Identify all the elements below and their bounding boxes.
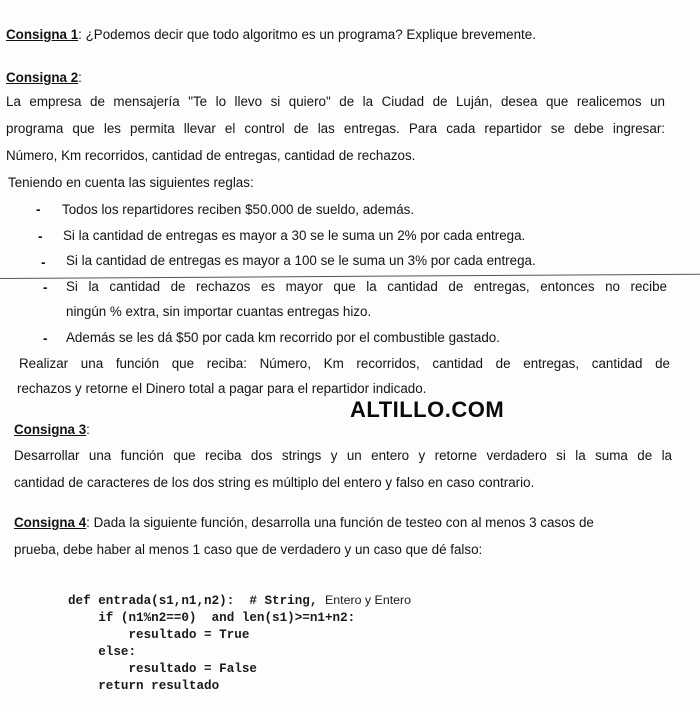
consigna-2-heading: Consigna 2: [6, 70, 79, 85]
consigna-2-heading-line: [6, 69, 82, 87]
rule-item: Si la cantidad de entregas es mayor a 30 se le suma un 2% por cada entrega.: [63, 228, 526, 243]
altillo-watermark: ALTILLO.COM: [350, 397, 505, 422]
rule-item: Si la cantidad de entregas es mayor a 100 se le suma un 3% por cada entrega.: [66, 253, 536, 268]
rule-item-continuation: ningún % extra, sin importar cuantas entregas hizo.: [66, 304, 372, 319]
consigna-2-paragraph-line: Número, Km recorridos, cantidad de entregas, cantidad de rechazos.: [6, 148, 416, 163]
bullet-marker: -: [41, 255, 46, 270]
code-text: def entrada(s1,n1,n2): # String,: [68, 594, 325, 608]
consigna-3-paragraph-line: Desarrollar una función que reciba dos strings y un entero y retorne verdadero si la suma de la: [14, 448, 672, 463]
bullet-marker: -: [43, 331, 48, 346]
bullet-marker: -: [36, 202, 41, 217]
consigna-2-rules-intro: Teniendo en cuenta las siguientes reglas:: [8, 175, 254, 190]
consigna-4-text: : Dada la siguiente función, desarrolla una función de testeo con al menos 3 casos de: [86, 515, 594, 530]
consigna-3-heading: Consigna 3: [14, 422, 87, 437]
code-line: if (n1%n2==0) and len(s1)>=n1+n2:: [68, 611, 356, 625]
consigna-3-paragraph-line: cantidad de caracteres de los dos string es múltiplo del entero y falso en caso contrario.: [14, 475, 535, 490]
code-line: else:: [68, 645, 137, 659]
consigna-2-task-line: rechazos y retorne el Dinero total a pagar para el repartidor indicado.: [17, 381, 427, 396]
rule-item: Si la cantidad de rechazos es mayor que la cantidad de entregas, entonces no recibe: [66, 279, 667, 294]
bullet-marker: -: [43, 280, 48, 295]
rule-item: Todos los repartidores reciben $50.000 de sueldo, además.: [62, 202, 415, 217]
consigna-3-heading-line: [14, 421, 90, 439]
bullet-marker: -: [38, 229, 43, 244]
code-line: resultado = True: [68, 628, 250, 642]
consigna-2-paragraph-line: programa que les permita llevar el control de las entregas. Para cada repartidor se debe ingresar:: [6, 121, 665, 136]
code-line: resultado = False: [68, 662, 257, 676]
consigna-2-task-line: Realizar una función que reciba: Número, Km recorridos, cantidad de entregas, cantidad de: [19, 356, 670, 371]
consigna-4-line: [14, 514, 673, 532]
rule-item: Además se les dá $50 por cada km recorrido por el combustible gastado.: [66, 330, 500, 345]
consigna-4-paragraph-line: prueba, debe haber al menos 1 caso que de verdadero y un caso que dé falso:: [14, 542, 483, 557]
consigna-1-heading: Consigna 1: [6, 27, 79, 42]
consigna-2-colon: :: [78, 70, 82, 85]
code-line: [68, 592, 411, 610]
code-comment-tail: Entero y Entero: [324, 593, 412, 607]
consigna-3-colon: :: [86, 422, 90, 437]
consigna-1-text: : ¿Podemos decir que todo algoritmo es un programa? Explique brevemente.: [78, 27, 536, 42]
consigna-4-heading: Consigna 4: [14, 515, 87, 530]
code-line: return resultado: [68, 679, 220, 693]
consigna-2-paragraph-line: La empresa de mensajería "Te lo llevo si quiero" de la Ciudad de Luján, desea que realicemos un: [6, 94, 665, 109]
consigna-1-line: [6, 26, 536, 44]
